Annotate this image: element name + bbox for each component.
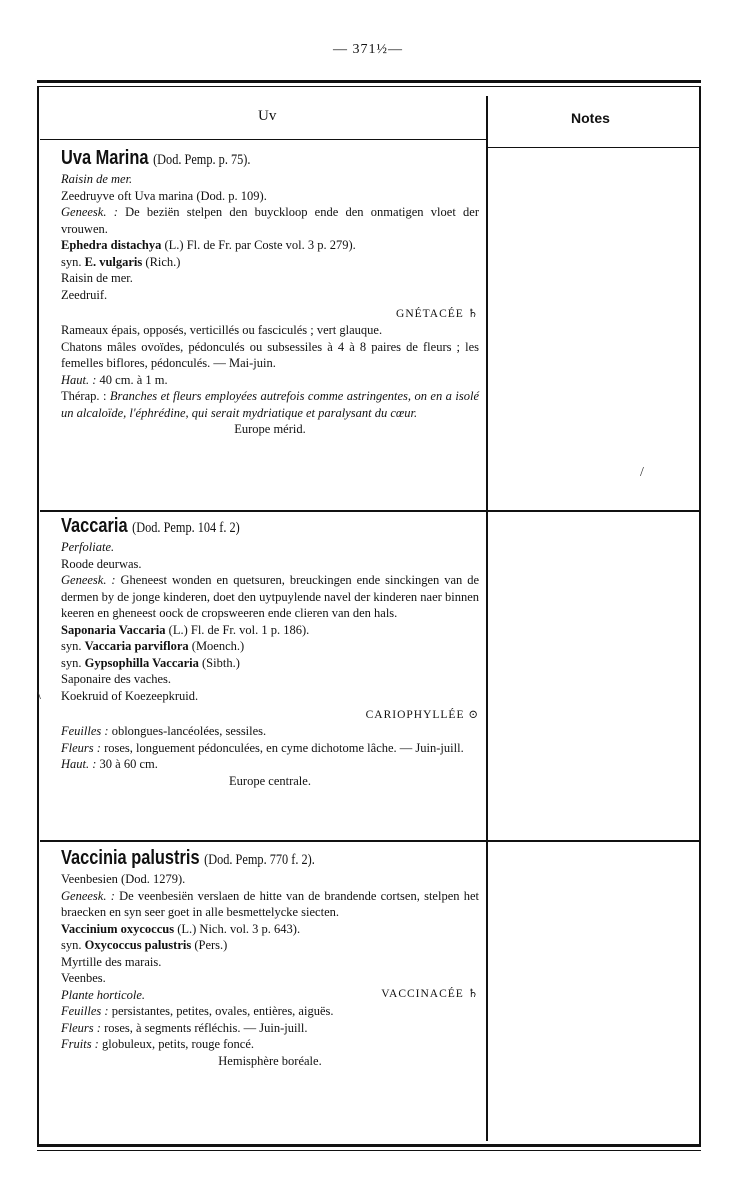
column-divider — [486, 96, 488, 1141]
leaves-line: Feuilles : oblongues-lancéolées, sessiles. — [61, 724, 267, 739]
height-line: Haut. : 30 à 60 cm. — [61, 757, 158, 772]
vernacular-name: Zeedruif. — [61, 287, 108, 302]
species-line: Ephedra distachya (L.) Fl. de Fr. par Coste vol. 3 p. 279). — [61, 238, 356, 252]
entry-vaccinia-palustris — [61, 846, 479, 1069]
synonym-line: syn. E. vulgaris (Rich.) — [61, 254, 181, 269]
header-rule — [40, 139, 486, 140]
entry-title: Vaccaria (Dod. Pemp. 104 f. 2) — [61, 515, 240, 537]
column-header-notes: Notes — [571, 110, 610, 126]
description: Rameaux épais, opposés, verticillés ou fasciculés ; vert glauque. — [61, 323, 383, 338]
height-line: Haut. : 40 cm. à 1 m. — [61, 372, 168, 387]
common-name: Perfoliate. — [61, 540, 115, 554]
synonym-line: syn. Vaccaria parviflora (Moench.) — [61, 639, 245, 653]
left-border — [37, 86, 39, 1146]
header-rule-notes — [488, 147, 699, 148]
column-header-main: Uv — [258, 108, 277, 124]
therapeutic-paragraph: Thérap. : Branches et fleurs employées autrefois comme astringentes, on en a isolé un alcaloïde, l'éphrédine, qui serait mydriatique et paralysant du cœur. — [61, 389, 479, 420]
flowers-line: Fleurs : roses, à segments réfléchis. — Juin-juill. — [61, 1020, 308, 1035]
common-name: Raisin de mer. — [61, 172, 133, 186]
region: Europe centrale. — [229, 773, 311, 788]
section-divider-1 — [40, 510, 699, 512]
vernacular-name: Myrtille des marais. — [61, 954, 162, 969]
family-label: GNÉTACÉE ♄ — [396, 308, 479, 320]
geneesk-paragraph: Geneesk. : De veenbesiën verslaen de hitte van de brandende cortsen, stelpen het braecken en syn seer goet in alle besmettelycke siecten. — [61, 888, 479, 919]
vernacular-name: Koekruid of Koezeepkruid. — [61, 688, 199, 703]
entry-title: Vaccinia palustris (Dod. Pemp. 770 f. 2). — [61, 847, 315, 869]
description: Chatons mâles ovoïdes, pédonculés ou subsessiles à 4 à 8 paires de fleurs ; les femelles biflores, pédonculés. — Mai-juin. — [61, 339, 479, 371]
section-divider-2 — [40, 840, 699, 842]
entry-vaccaria — [61, 514, 479, 789]
entry-title: Uva Marina (Dod. Pemp. p. 75). — [61, 147, 251, 169]
vernacular-name: Saponaire des vaches. — [61, 672, 172, 686]
top-rule — [37, 80, 701, 83]
leaves-line: Feuilles : persistantes, petites, ovales, entières, aiguës. — [61, 1004, 334, 1018]
region: Europe mérid. — [234, 422, 306, 437]
bottom-rule-thin — [37, 1150, 701, 1151]
fruits-line: Fruits : globuleux, petits, rouge foncé. — [61, 1037, 255, 1051]
vernacular-name: Veenbes. — [61, 971, 106, 985]
vernacular-name: Raisin de mer. — [61, 271, 133, 285]
synonym-line: syn. Gypsophilla Vaccaria (Sibth.) — [61, 655, 240, 670]
reference-line: Zeedruyve oft Uva marina (Dod. p. 109). — [61, 188, 267, 203]
species-line: Vaccinium oxycoccus (L.) Nich. vol. 3 p. 643). — [61, 921, 301, 936]
margin-mark: \ — [37, 688, 41, 703]
entry-uva-marina — [61, 146, 479, 438]
plant-family-line: Plante horticole. VACCINACÉE ♄ — [61, 987, 479, 1002]
reference-line: Veenbesien (Dod. 1279). — [61, 872, 186, 886]
margin-mark: / — [640, 465, 644, 480]
geneesk-paragraph: Geneesk. : De beziën stelpen den buyckloop ende den onmatigen vloet der vrouwen. — [61, 205, 479, 236]
family-label: CARIOPHYLLÉE ⊙ — [365, 709, 479, 721]
reference-line: Roode deurwas. — [61, 556, 142, 571]
flowers-line: Fleurs : roses, longuement pédonculées, en cyme dichotome lâche. — Juin-juill. — [61, 740, 464, 755]
species-line: Saponaria Vaccaria (L.) Fl. de Fr. vol. 1 p. 186). — [61, 622, 310, 637]
page-number: — 371½— — [333, 42, 403, 57]
bottom-rule — [37, 1144, 701, 1147]
region: Hemisphère boréale. — [218, 1053, 322, 1068]
top-rule-thin — [37, 86, 701, 87]
geneesk-paragraph: Geneesk. : Gheneest wonden en quetsuren, breuckingen ende sinckingen van de dermen by de jonge kinderen, doet den uytpuylende navel der kinderen naer binnen keeren en gheneest oock de cropsweeren ende clieren van den hals. — [61, 573, 480, 620]
synonym-line: syn. Oxycoccus palustris (Pers.) — [61, 938, 228, 952]
right-border — [699, 86, 701, 1146]
